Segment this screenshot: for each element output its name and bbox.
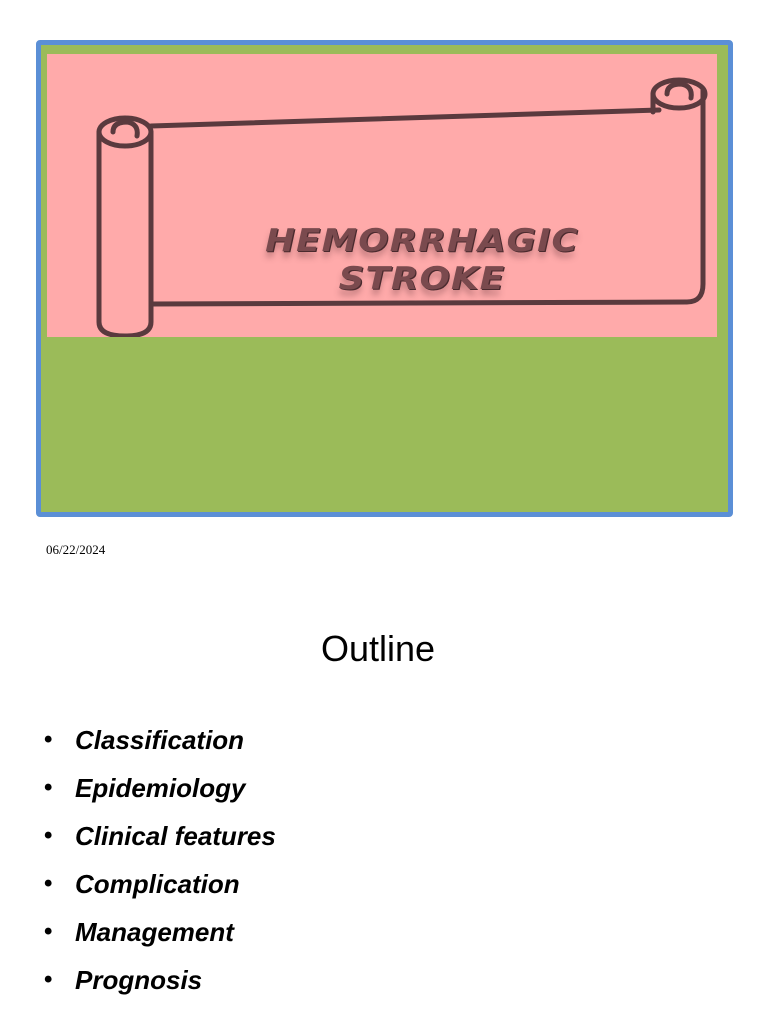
slide-title: [163, 222, 681, 298]
list-item-label: Management: [75, 916, 234, 947]
list-item: [44, 812, 276, 860]
slide-title-line2: STROKE: [338, 261, 506, 297]
list-item: [44, 860, 276, 908]
list-item-label: Epidemiology: [75, 772, 246, 803]
outline-list: [44, 716, 276, 1004]
title-band: [47, 54, 717, 337]
bullet-icon: •: [44, 870, 53, 897]
list-item-label: Clinical features: [75, 820, 276, 851]
title-slide: [36, 40, 733, 517]
bullet-icon: •: [44, 918, 53, 945]
outline-title: Outline: [320, 628, 436, 669]
bullet-icon: •: [44, 822, 53, 849]
list-item: [44, 956, 276, 1004]
list-item: [44, 716, 276, 764]
list-item: [44, 908, 276, 956]
slide-date: 06/22/2024: [46, 542, 106, 557]
bullet-icon: •: [44, 966, 53, 993]
list-item-label: Classification: [75, 724, 245, 755]
list-item-label: Prognosis: [75, 964, 203, 995]
slide-title-line1: HEMORRHAGIC: [265, 223, 579, 259]
list-item-label: Complication: [75, 868, 240, 899]
list-item: [44, 764, 276, 812]
bullet-icon: •: [44, 774, 53, 801]
bullet-icon: •: [44, 726, 53, 753]
